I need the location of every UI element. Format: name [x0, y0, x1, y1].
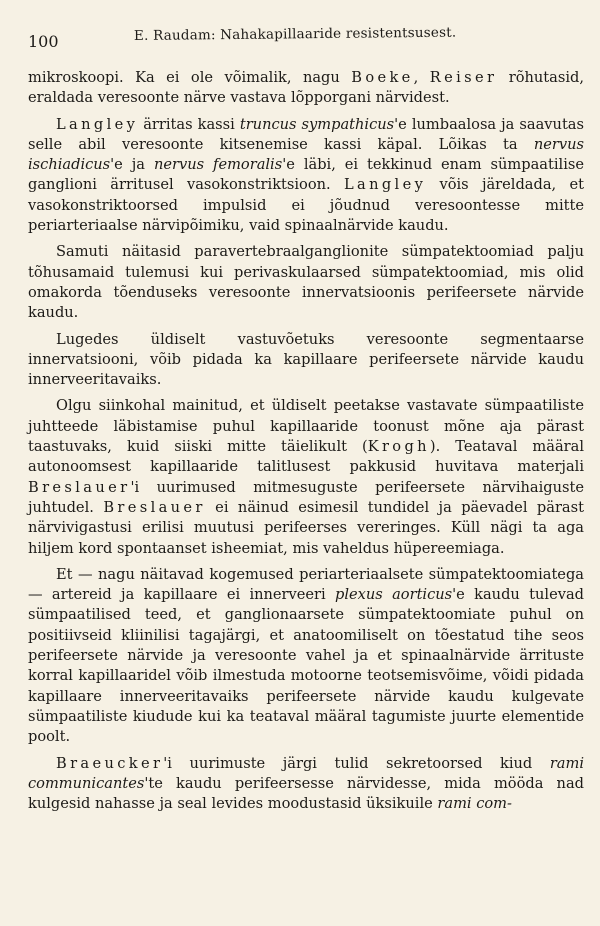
- text-run: ärritas kassi: [138, 115, 240, 133]
- text-run: ei näinud esimesil tundidel ja päevadel pärast närvivigastusi erilisi muutusi perifeerses vereringes. Küll nägi ta aga hiljem kord spontaanset isheemiat, mis vaheldus hüpereemiaga.: [28, 498, 584, 557]
- paragraph-1: [28, 68, 584, 109]
- text-run: 'e läbi, ei tekkinud enam sümpaatilise ganglioni ärritusel vasokonstriktsioon.: [28, 156, 584, 194]
- text-run: 'e lumbaalosa ja saavutas selle abil veresoonte kitsenemise kassi käpal. Lõikas ta: [28, 115, 585, 153]
- paragraph-7: [28, 754, 584, 815]
- latin-term: rami com-: [437, 795, 512, 813]
- text-run: 'i uurimuste järgi tulid sekretoorsed kiud: [163, 754, 550, 772]
- text-run: Lugedes üldiselt vastuvõetuks veresoonte segmentaarse innervatsiooni, võib pidada ka kapillaare perifeersete närvide kaudu innerveeritavaiks.: [28, 330, 584, 389]
- author-name: Breslauer: [103, 498, 206, 516]
- text-run: ,: [413, 69, 430, 86]
- author-name: Braeucker: [56, 754, 164, 772]
- latin-term: nervus femoralis: [153, 156, 283, 174]
- author-name: Breslauer: [28, 478, 131, 496]
- page-header: [28, 24, 582, 50]
- page-number: 100: [28, 32, 59, 51]
- text-run: 'i uurimused mitmesuguste perifeersete närvihaiguste juhtudel.: [28, 478, 584, 516]
- latin-term: rami communicantes: [28, 754, 584, 792]
- author-name: Reiser: [429, 69, 498, 86]
- text-run: Et — nagu näitavad kogemused periarteriaalsete sümpatektoomiatega — artereid ja kapillaare ei innerveeri: [28, 565, 584, 604]
- running-head: E. Raudam: Nahakapillaaride resistentsusest.: [133, 24, 457, 44]
- latin-term: truncus sympathicus: [239, 115, 395, 133]
- author-name: Langley: [343, 176, 427, 194]
- paragraph-3: [28, 242, 584, 323]
- author-name: Boeke: [351, 69, 414, 86]
- text-run: rõhutasid, eraldada veresoonte närve vastava lõpporgani närvidest.: [28, 69, 585, 107]
- text-run: Samuti näitasid paravertebraalganglionite sümpatektoomiad palju tõhusamaid tulemusi kui perivaskulaarsed sümpatektoomiad, mis olid omakorda tõenduseks veresoonte innervatsioonis perifeersete närvide kaudu.: [28, 243, 584, 322]
- text-run: 'te kaudu perifeersesse närvidesse, mida mööda nad kulgesid nahasse ja seal levides moodustasid üksikuile: [28, 774, 584, 813]
- paragraph-6: [28, 565, 584, 748]
- latin-term: nervus ischiadicus: [28, 135, 584, 174]
- paragraph-4: [28, 330, 584, 391]
- page-body: [28, 68, 584, 820]
- text-run: ). Teataval määral autonoomsest kapillaaride talitlusest pakkusid huvitava materjali: [28, 438, 584, 476]
- paragraph-5: [28, 396, 584, 558]
- latin-term: plexus aorticus: [335, 586, 453, 604]
- author-name: Krogh: [367, 438, 430, 456]
- text-run: võis järeldada, et vasokonstriktoorsed impulsid ei jõudnud veresoontesse mitte periarteriaalse närvipõimiku, vaid spinaalnärvide kaudu.: [28, 176, 584, 235]
- text-run: mikroskoopi. Ka ei ole võimalik, nagu: [28, 69, 352, 86]
- text-run: 'e kaudu tulevad sümpaatilised teed, et ganglionaarsete sümpatektoomiate puhul on positiivseid kliinilisi tagajärgi, et anatoomiliselt on tõestatud tihe seos perifeersete närvide ja veresoonte vahel ja et spinaalnärvide ärrituste korral kapillaaridel võib ilmestuda motoorne teotsemisvõime, võidi pidada kapillaare innerveeritavaiks perifeersete närvide kaudu kulgevate sümpaatiliste kiudude kui ka teataval määral tagumiste juurte elementide poolt.: [28, 586, 585, 746]
- author-name: Langley: [56, 115, 139, 133]
- text-run: 'e ja: [110, 156, 154, 174]
- paragraph-2: [28, 115, 584, 237]
- text-run: Olgu siinkohal mainitud, et üldiselt peetakse vastavate sümpaatiliste juhtteede läbistamise puhul kapillaaride toonust mõne aja pärast taastuvaks, kuid siiski mitte täielikult (: [28, 397, 584, 456]
